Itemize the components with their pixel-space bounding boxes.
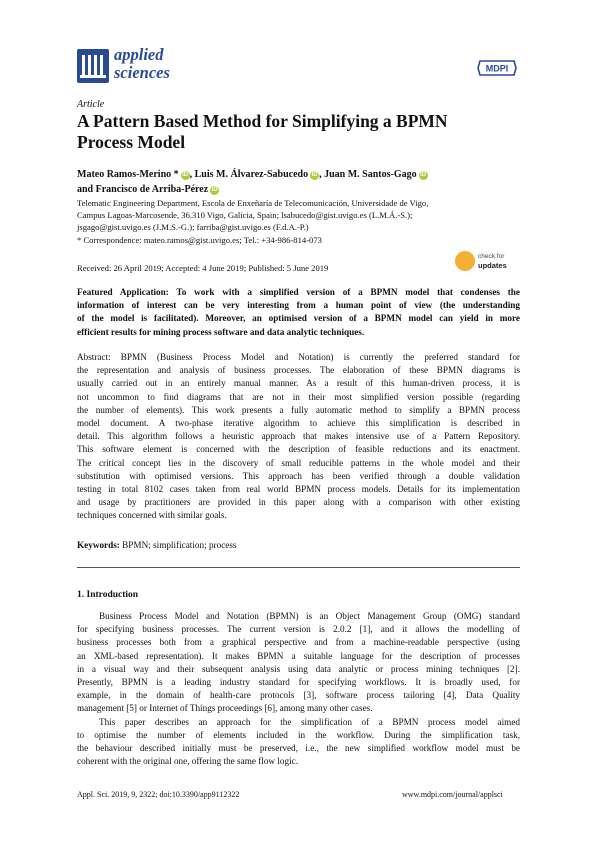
affiliation-line: jsgago@gist.uvigo.es (J.M.S.-G.); farriba@gist.uvigo.es (F.d.A.-P.) [77,222,309,233]
orcid-icon[interactable]: iD [420,172,427,178]
author-name: Mateo Ramos-Merino * [77,169,179,180]
author-name: Juan M. Santos-Gago [324,169,417,180]
journal-name: applied sciences [114,45,170,82]
article-type: Article [77,99,105,110]
author-line-2 [77,182,517,197]
author-line-1: Mateo Ramos-Merino * iD , Luis M. Álvarez-Sabucedo iD , Juan M. Santos-Gago iD [77,169,427,180]
author-list [77,167,517,197]
abstract: Abstract: BPMN (Business Process Model and Notation) is currently the preferred standard for the representation and analysis of business processes. The elaboration of these BPMN diagrams is usually carried out in an entirely manual manner. As a result of this human-driven process, it is not uncommon to find diagrams that are not in their most simplified version possible (regarding the number of elements). This work presents a fully automatic method to simplify a BPMN process model document. A two-phase iterative algorithm to achieve this simplification is described in detail. This algorithm follows a heuristic approach that makes intensive use of a Pattern Repository. This software element is concerned with the description of feasible reductions and its enactment. The critical concept lies in the discovery of small reducible patterns in the whole model and their substitution with optimised versions. This approach has been verified through a double validation testing in total 8102 cases taken from real world BPMN process models. Details for its implementation and usage by practitioners are provided in this paper along with a comparison with other existing techniques concerned with similar goals. [77,352,520,521]
correspondence-line: * Correspondence: mateo.ramos@gist.uvigo.es; Tel.: +34-986-814-073 [77,234,322,245]
affiliations [77,197,527,246]
affiliation-line: Campus Lagoas-Marcosende, 36.310 Vigo, Galicia, Spain; lsabucedo@gist.uvigo.es (L.M.Á.-S.); [77,210,413,221]
keywords: Keywords: BPMN; simplification; process [77,540,237,550]
orcid-icon[interactable]: iD [182,172,189,178]
orcid-icon[interactable]: iD [311,172,318,178]
author-name: and Francisco de Arriba-Pérez [77,184,209,195]
citation-footer: Appl. Sci. 2019, 9, 2322; doi:10.3390/app9112322 [77,790,240,799]
journal-logo [77,49,109,83]
mdpi-logo [476,58,518,78]
section-divider [77,567,520,568]
orcid-icon[interactable]: iD [211,187,218,193]
author-name: Luis M. Álvarez-Sabucedo [194,169,309,180]
check-updates-icon [455,251,475,271]
journal-url[interactable]: www.mdpi.com/journal/applsci [402,790,503,799]
svg-text:MDPI: MDPI [485,63,509,74]
section-heading: 1. Introduction [77,590,139,600]
affiliation-line: Telematic Engineering Department, Escola de Enxeñaría de Telecomunicación, Universidade de Vigo, [77,198,429,208]
check-for-updates-badge[interactable]: check for updates [455,251,520,275]
paper-title: A Pattern Based Method for Simplifying a BPMN Process Model [77,111,448,152]
introduction-body: Business Process Model and Notation (BPMN) is an Object Management Group (OMG) standard for specifying business processes. The current version is 2.0.2 [1], and it allows the modelling of business processes both from a graphical perspective and from a machine-readable perspective (using an XML-based representation). It makes BPMN a suitable language for the description of processes in a visual way and their subsequent analysis using data analytic or process mining techniques [2]. Presently, BPMN is a leading industry standard for specifying workflows. It is broadly used, for example, in the domain of health-care protocols [3], software process tailoring [4], Data Quality management [5] or Internet of Things proceedings [6], among many other cases. This paper describes an approach for the simplification of a BPMN process model aimed to optimise the number of elements included in the workflow. During the simplification task, the behaviour described initially must be preserved, i.e., the new simplified workflow model must be coherent with the original one, offering the same flow logic. [77,611,520,767]
publication-dates: Received: 26 April 2019; Accepted: 4 June 2019; Published: 5 June 2019 [77,263,329,273]
featured-application: Featured Application: To work with a simplified version of a BPMN model that condenses the information of interest can be very interesting from a human point of view (the understanding of the model is facilitated). Moreover, an optimised version of a BPMN model can yield in more efficient results for mining process software and data analytic techniques. [77,287,520,337]
